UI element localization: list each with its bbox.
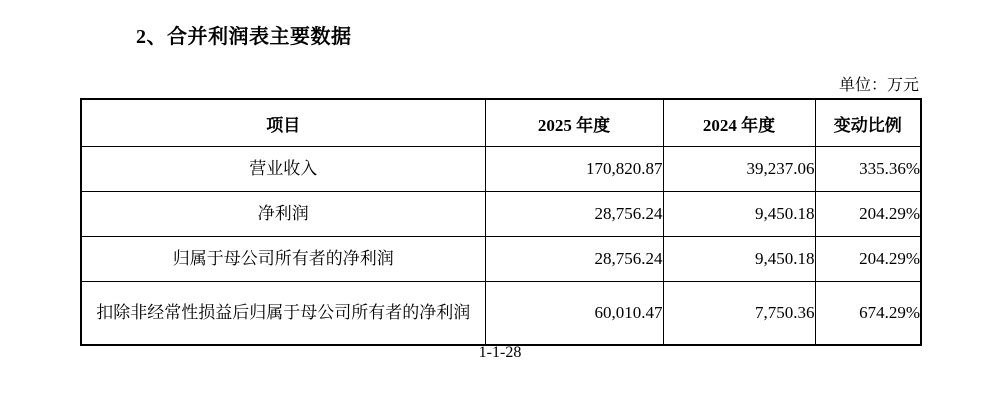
page-number: 1-1-28 xyxy=(478,344,522,361)
cell-2024: 9,450.18 xyxy=(663,237,815,282)
cell-2025: 60,010.47 xyxy=(485,282,663,346)
table-row xyxy=(81,147,921,192)
column-header-item: 项目 xyxy=(81,99,485,147)
cell-2025: 28,756.24 xyxy=(485,237,663,282)
cell-item: 营业收入 xyxy=(81,147,485,192)
income-statement-table xyxy=(80,98,922,346)
column-header-2025: 2025 年度 xyxy=(485,99,663,147)
table-header-row xyxy=(81,99,921,147)
cell-2024: 39,237.06 xyxy=(663,147,815,192)
cell-change: 204.29% xyxy=(815,237,921,282)
section-heading: 2、合并利润表主要数据 xyxy=(136,26,352,48)
table-unit-note: 单位：万元 xyxy=(838,77,919,94)
cell-item: 净利润 xyxy=(81,192,485,237)
table-row xyxy=(81,237,921,282)
cell-change: 335.36% xyxy=(815,147,921,192)
column-header-2024: 2024 年度 xyxy=(663,99,815,147)
cell-change: 674.29% xyxy=(815,282,921,346)
financial-table-container xyxy=(80,98,920,346)
cell-2025: 170,820.87 xyxy=(485,147,663,192)
cell-2024: 7,750.36 xyxy=(663,282,815,346)
cell-2024: 9,450.18 xyxy=(663,192,815,237)
column-header-change: 变动比例 xyxy=(815,99,921,147)
cell-item: 扣除非经常性损益后归属于母公司所有者的净利润 xyxy=(81,282,485,346)
cell-item: 归属于母公司所有者的净利润 xyxy=(81,237,485,282)
table-row xyxy=(81,192,921,237)
cell-change: 204.29% xyxy=(815,192,921,237)
cell-2025: 28,756.24 xyxy=(485,192,663,237)
table-row xyxy=(81,282,921,346)
